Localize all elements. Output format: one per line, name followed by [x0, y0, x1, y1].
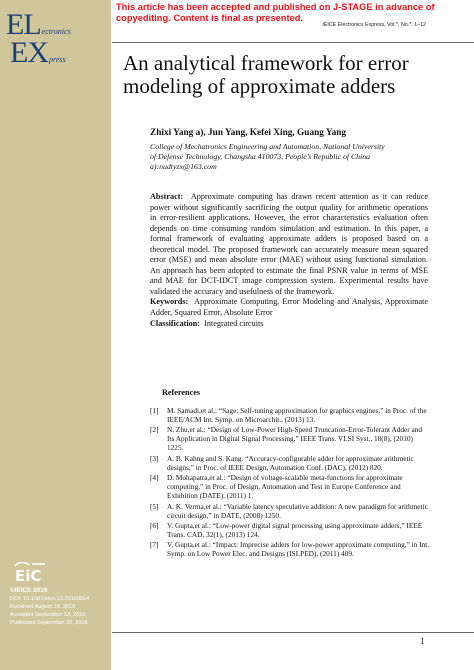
author-email: a):nudtyzx@163.com [150, 162, 217, 172]
copyright: ©IEICE 2016 [10, 587, 48, 594]
sidebar [0, 0, 111, 670]
reference-number: [1] [150, 406, 159, 415]
logo-ex: EX [10, 36, 48, 69]
references-list [150, 406, 430, 560]
page-number: 1 [420, 636, 425, 646]
reference-number: [4] [150, 473, 159, 483]
reference-item [150, 502, 430, 520]
authors: Zhixi Yang a), Jun Yang, Kefei Xing, Guang Yang [150, 128, 347, 138]
running-head: IEICE Electronics Express, Vol.*, No.*, 1–12 [322, 22, 426, 28]
received-date: Received August 19, 2016 [10, 604, 76, 610]
classification [150, 319, 428, 330]
reference-text: V. Gupta,et al.: “Low-power digital signal processing using approximate adders,” IEEE Trans. CAD, 32(1), (2013) 124. [167, 521, 423, 540]
reference-number: [3] [150, 453, 159, 463]
reference-text: D. Mohapatra,et al.: “Design of voltage-scalable meta-functions for approximate computing,” in Proc. of Design, Automation and Test in Europe Conference and Exhibition (DATE), (2011) 1. [167, 473, 403, 501]
reference-item [150, 473, 430, 500]
accepted-date: Accepted September 13, 2016 [10, 612, 86, 618]
doi: DOI: 10.1587/elex.13.20160814 [10, 596, 90, 602]
reference-item [150, 454, 430, 472]
footer-rule [112, 632, 474, 633]
abstract-text: Approximate computing has drawn recent attention as it can reduce power without significantly sacrificing the output quality for arithmetic operations in error-resilient applications. However, the error characteristics evaluation often depends on time consuming random simulation and estimation. In this paper, a formal framework of evaluating approximate adders is proposed based on a theoretical model. The proposed framework can accurately measure mean squared error (MSE) and mean absolute error (MAE) without using functional simulation. An approach has been adopted to estimate the final PSNR value in terms of MSE and MAE for DCT-IDCT image compression system. Experimental results have validated the accuracy and usefulness of the framework. [150, 192, 428, 296]
affiliation-line-1: College of Mechatronics Engineering and Automation, National University [150, 142, 385, 151]
advance-publication-notice: This article has been accepted and published on J-STAGE in advance of copyediting. Content is final as presented. [116, 2, 435, 23]
classification-text: Integrated circuits [204, 318, 264, 328]
eic-logo-icon [12, 562, 48, 584]
header-rule [112, 42, 474, 43]
keywords [150, 297, 428, 318]
references-heading: References [162, 388, 201, 397]
reference-text: M. Samadi,et al.: “Sage: Self-tuning approximation for graphics engines,” in Proc. of the IEEE/ACM Int. Symp. on Microarchit., (2013) 13. [167, 406, 427, 425]
reference-item [150, 425, 430, 452]
abstract-label: Abstract: [150, 192, 184, 201]
reference-text: V. Gupta,et al.: “Impact: Imprecise adders for low-power approximate computing,” in Int. Symp. on Low Power Elec. and Designs (ISLPED), (2011) 409. [167, 540, 430, 559]
reference-number: [7] [150, 540, 159, 550]
reference-number: [5] [150, 501, 159, 511]
logo-press: press [49, 55, 66, 64]
publication-info [10, 587, 110, 627]
reference-number: [6] [150, 521, 159, 531]
published-date: Publicized September 30, 2016 [10, 620, 88, 626]
reference-item [150, 521, 430, 539]
classification-label: Classification: [150, 318, 201, 328]
reference-item [150, 540, 430, 558]
reference-text: A. B. Kahng and S. Kang. “Accuracy-configurable adder for approximate arithmetic designs,” in Proc. of IEEE Design, Automation Conf. (DAC), (2012) 820. [167, 453, 414, 472]
logo-el: EL [6, 8, 41, 41]
keywords-label: Keywords: [150, 297, 189, 307]
paper-title: An analytical framework for error modeling of approximate adders [123, 51, 409, 98]
abstract [150, 192, 428, 297]
abstract-section [150, 192, 428, 329]
eic-badge-text: EiC [15, 567, 42, 584]
reference-text: A. K. Verma,et al.: “Variable latency speculative addition: A new paradigm for arithmetic circuit design,” in DATE, (2008) 1250. [167, 501, 428, 520]
reference-text: N. Zhu,et al.: “Design of Low-Power High-Speed Truncation-Error-Tolerant Adder and Its Application in Digital Signal Processing,” IEEE Trans. VLSI Syst., 18(8), (2010) 1225. [167, 425, 423, 453]
logo-electronics: ectronics [41, 27, 71, 36]
reference-item [150, 406, 430, 424]
affiliation-line-2: of Defense Technology, Changsha 410073, People’s Republic of China [150, 152, 371, 162]
reference-number: [2] [150, 425, 159, 435]
keywords-text: Approximate Computing, Error Modeling and Analysis, Approximate Adder, Squared Error, Absolute Error [150, 297, 429, 318]
affiliation [150, 142, 450, 172]
